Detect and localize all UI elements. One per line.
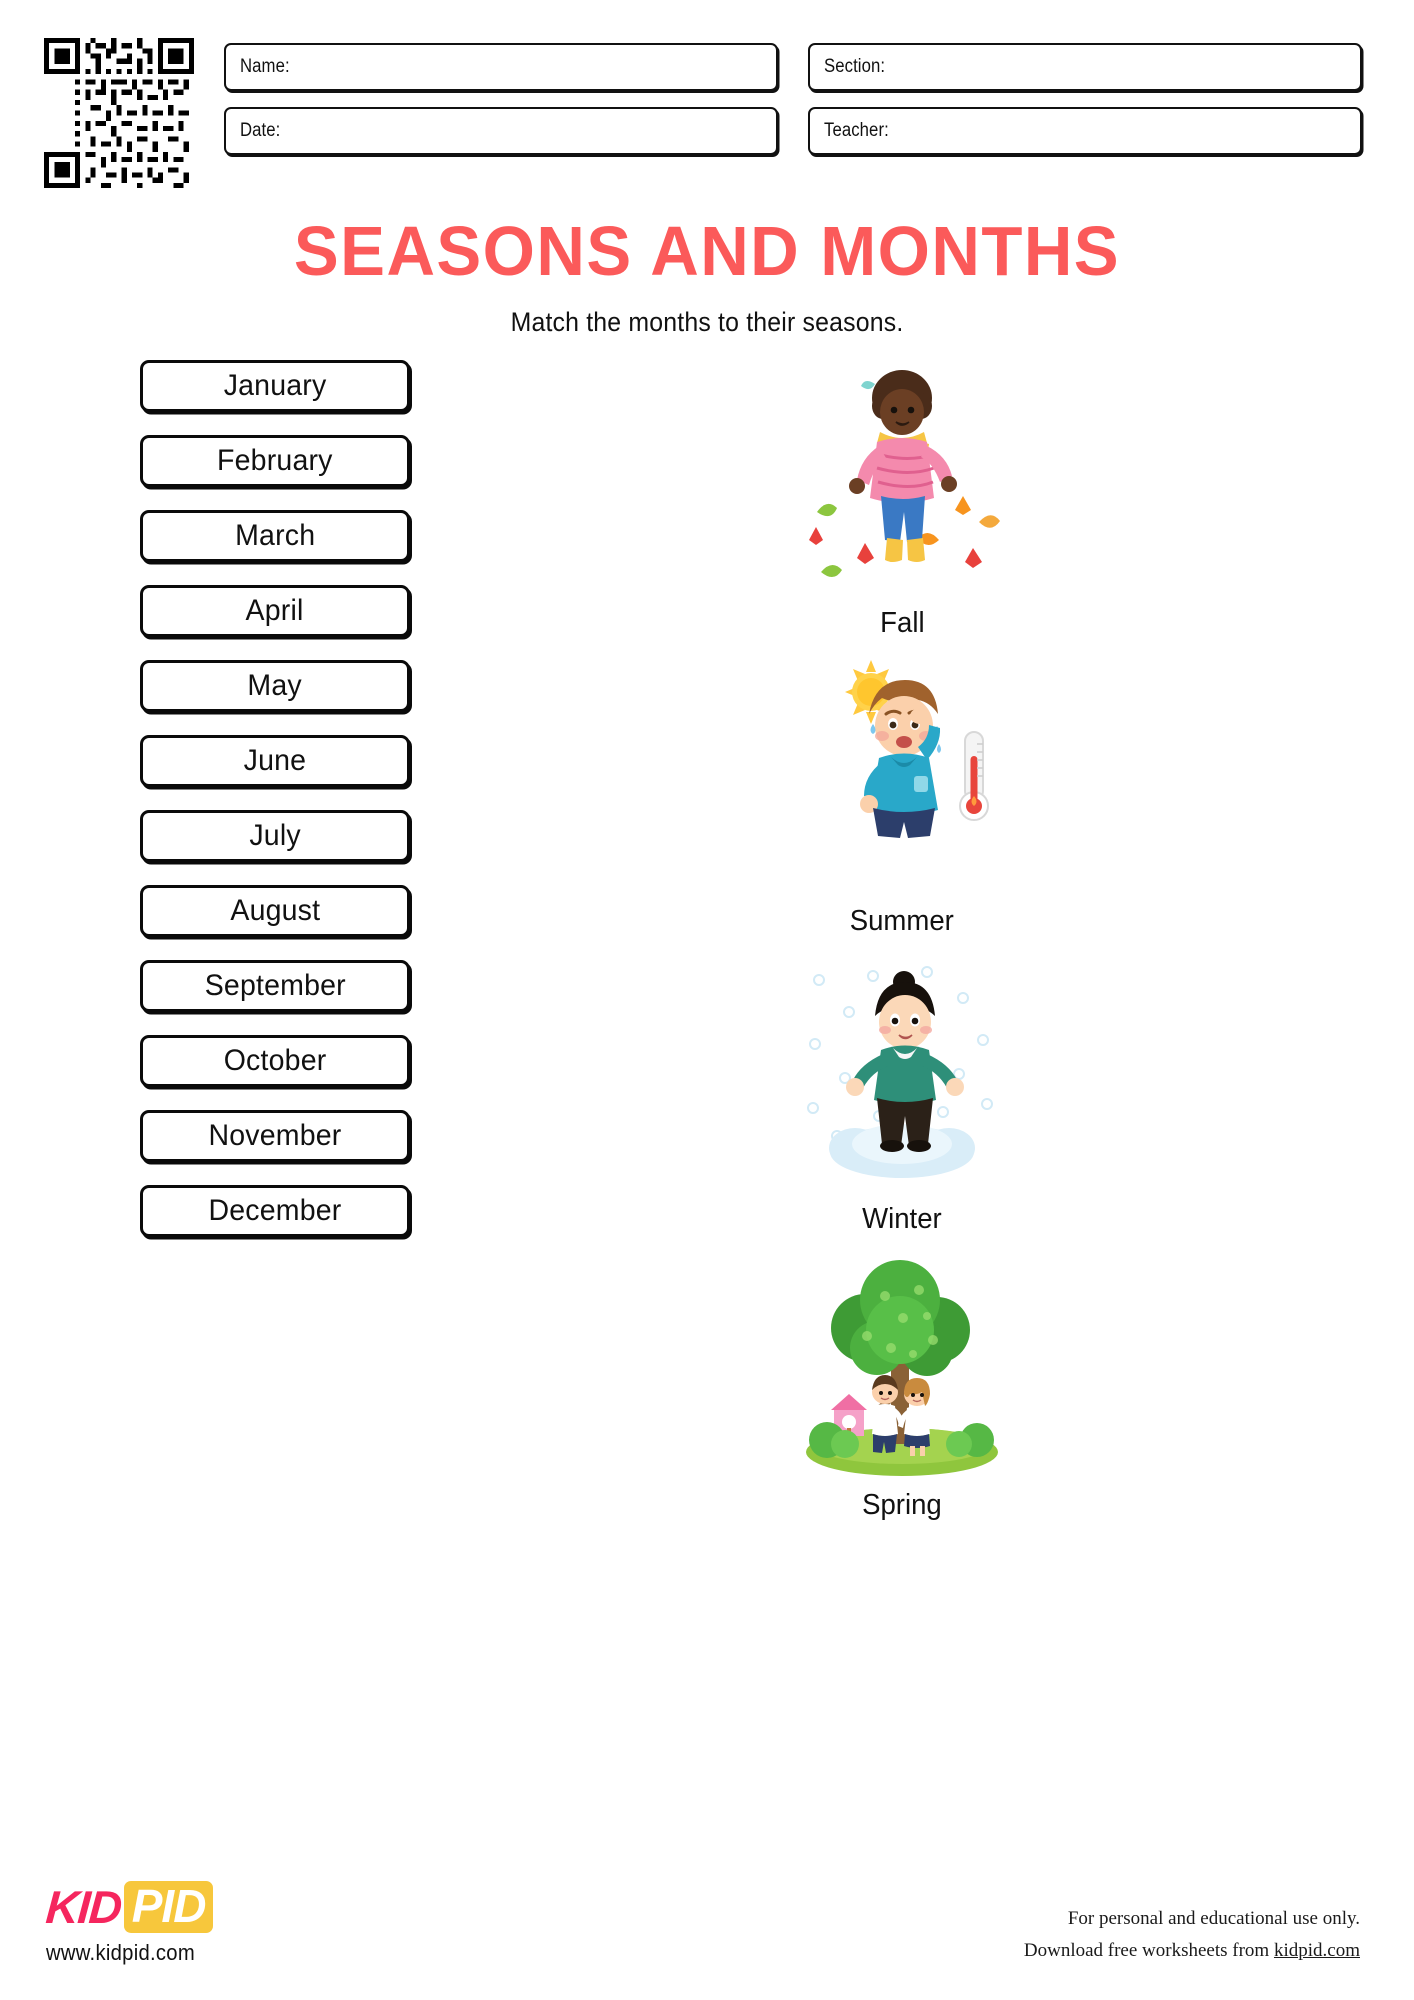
month-box[interactable]	[140, 1110, 410, 1162]
month-box[interactable]	[140, 1185, 410, 1237]
month-box[interactable]	[140, 585, 410, 637]
season-item-winter[interactable]	[787, 946, 1017, 1236]
left-hand	[846, 1078, 864, 1096]
season-item-fall[interactable]	[787, 362, 1017, 640]
date-field[interactable]	[224, 107, 778, 155]
shirt-pocket	[914, 776, 928, 792]
qr-code-icon	[44, 38, 194, 188]
footer-note-line2	[1024, 1935, 1360, 1966]
month-label: September	[204, 969, 346, 1003]
seasons-column	[430, 360, 1414, 1530]
girl-face	[879, 995, 931, 1049]
month-box[interactable]	[140, 510, 410, 562]
month-box[interactable]	[140, 360, 410, 412]
month-label: February	[217, 444, 333, 478]
logo-kid-text: KID	[44, 1881, 123, 1933]
logo-pid-text: PID	[124, 1881, 214, 1933]
fall-illustration	[787, 362, 1017, 605]
month-label: June	[243, 744, 307, 778]
month-box[interactable]	[140, 885, 410, 937]
worksheet-header	[0, 0, 1414, 188]
kidpid-logo[interactable]	[46, 1881, 213, 1966]
footer-kidpid-link[interactable]: kidpid.com	[1273, 1939, 1360, 1961]
season-label-fall: Fall	[879, 607, 925, 640]
shorts	[873, 808, 935, 838]
page-title: SEASONS AND MONTHS	[293, 212, 1121, 290]
month-label: November	[208, 1119, 342, 1153]
season-item-spring[interactable]	[787, 1244, 1017, 1522]
footer-note-prefix: Download free worksheets from	[1023, 1939, 1274, 1961]
month-label: April	[246, 594, 304, 628]
month-box[interactable]	[140, 435, 410, 487]
month-label: May	[247, 669, 303, 703]
section-field[interactable]	[808, 43, 1362, 91]
summer-illustration	[787, 648, 1017, 903]
month-box[interactable]	[140, 1035, 410, 1087]
thermometer-icon	[960, 732, 988, 820]
title-section	[0, 212, 1414, 338]
footer-note-line1: For personal and educational use only.	[1067, 1908, 1360, 1930]
kidpid-url[interactable]: www.kidpid.com	[46, 1940, 195, 1965]
right-hand-wiping	[910, 708, 930, 724]
winter-illustration	[787, 946, 1017, 1201]
right-hand	[946, 1078, 964, 1096]
season-label-winter: Winter	[862, 1203, 942, 1236]
student-info-fields	[224, 38, 1362, 155]
section-field-label: Section:	[824, 56, 886, 77]
season-item-summer[interactable]	[787, 648, 1017, 938]
worksheet-footer	[0, 1881, 1414, 1966]
month-label: October	[223, 1044, 327, 1078]
month-box[interactable]	[140, 660, 410, 712]
month-box[interactable]	[140, 735, 410, 787]
left-hand	[849, 478, 865, 494]
page-subtitle: Match the months to their seasons.	[510, 307, 904, 338]
teacher-field[interactable]	[808, 107, 1362, 155]
right-hand	[941, 476, 957, 492]
jeans	[881, 496, 925, 542]
months-column	[0, 360, 430, 1530]
month-box[interactable]	[140, 810, 410, 862]
month-label: January	[223, 369, 327, 403]
right-boot	[907, 538, 925, 562]
name-field[interactable]	[224, 43, 778, 91]
footer-note	[1024, 1903, 1360, 1966]
month-label: March	[234, 519, 316, 553]
teacher-field-label: Teacher:	[824, 120, 889, 141]
month-label: August	[230, 894, 320, 928]
left-boot	[885, 538, 903, 562]
name-field-label: Name:	[240, 56, 290, 77]
season-label-spring: Spring	[862, 1489, 942, 1522]
tree-canopy	[831, 1260, 970, 1376]
girl-face	[880, 389, 924, 435]
worksheet-body	[0, 338, 1414, 1530]
month-label: December	[208, 1194, 342, 1228]
month-label: July	[249, 819, 301, 853]
date-field-label: Date:	[240, 120, 281, 141]
spring-illustration	[787, 1244, 1017, 1487]
month-box[interactable]	[140, 960, 410, 1012]
season-label-summer: Summer	[849, 905, 955, 938]
